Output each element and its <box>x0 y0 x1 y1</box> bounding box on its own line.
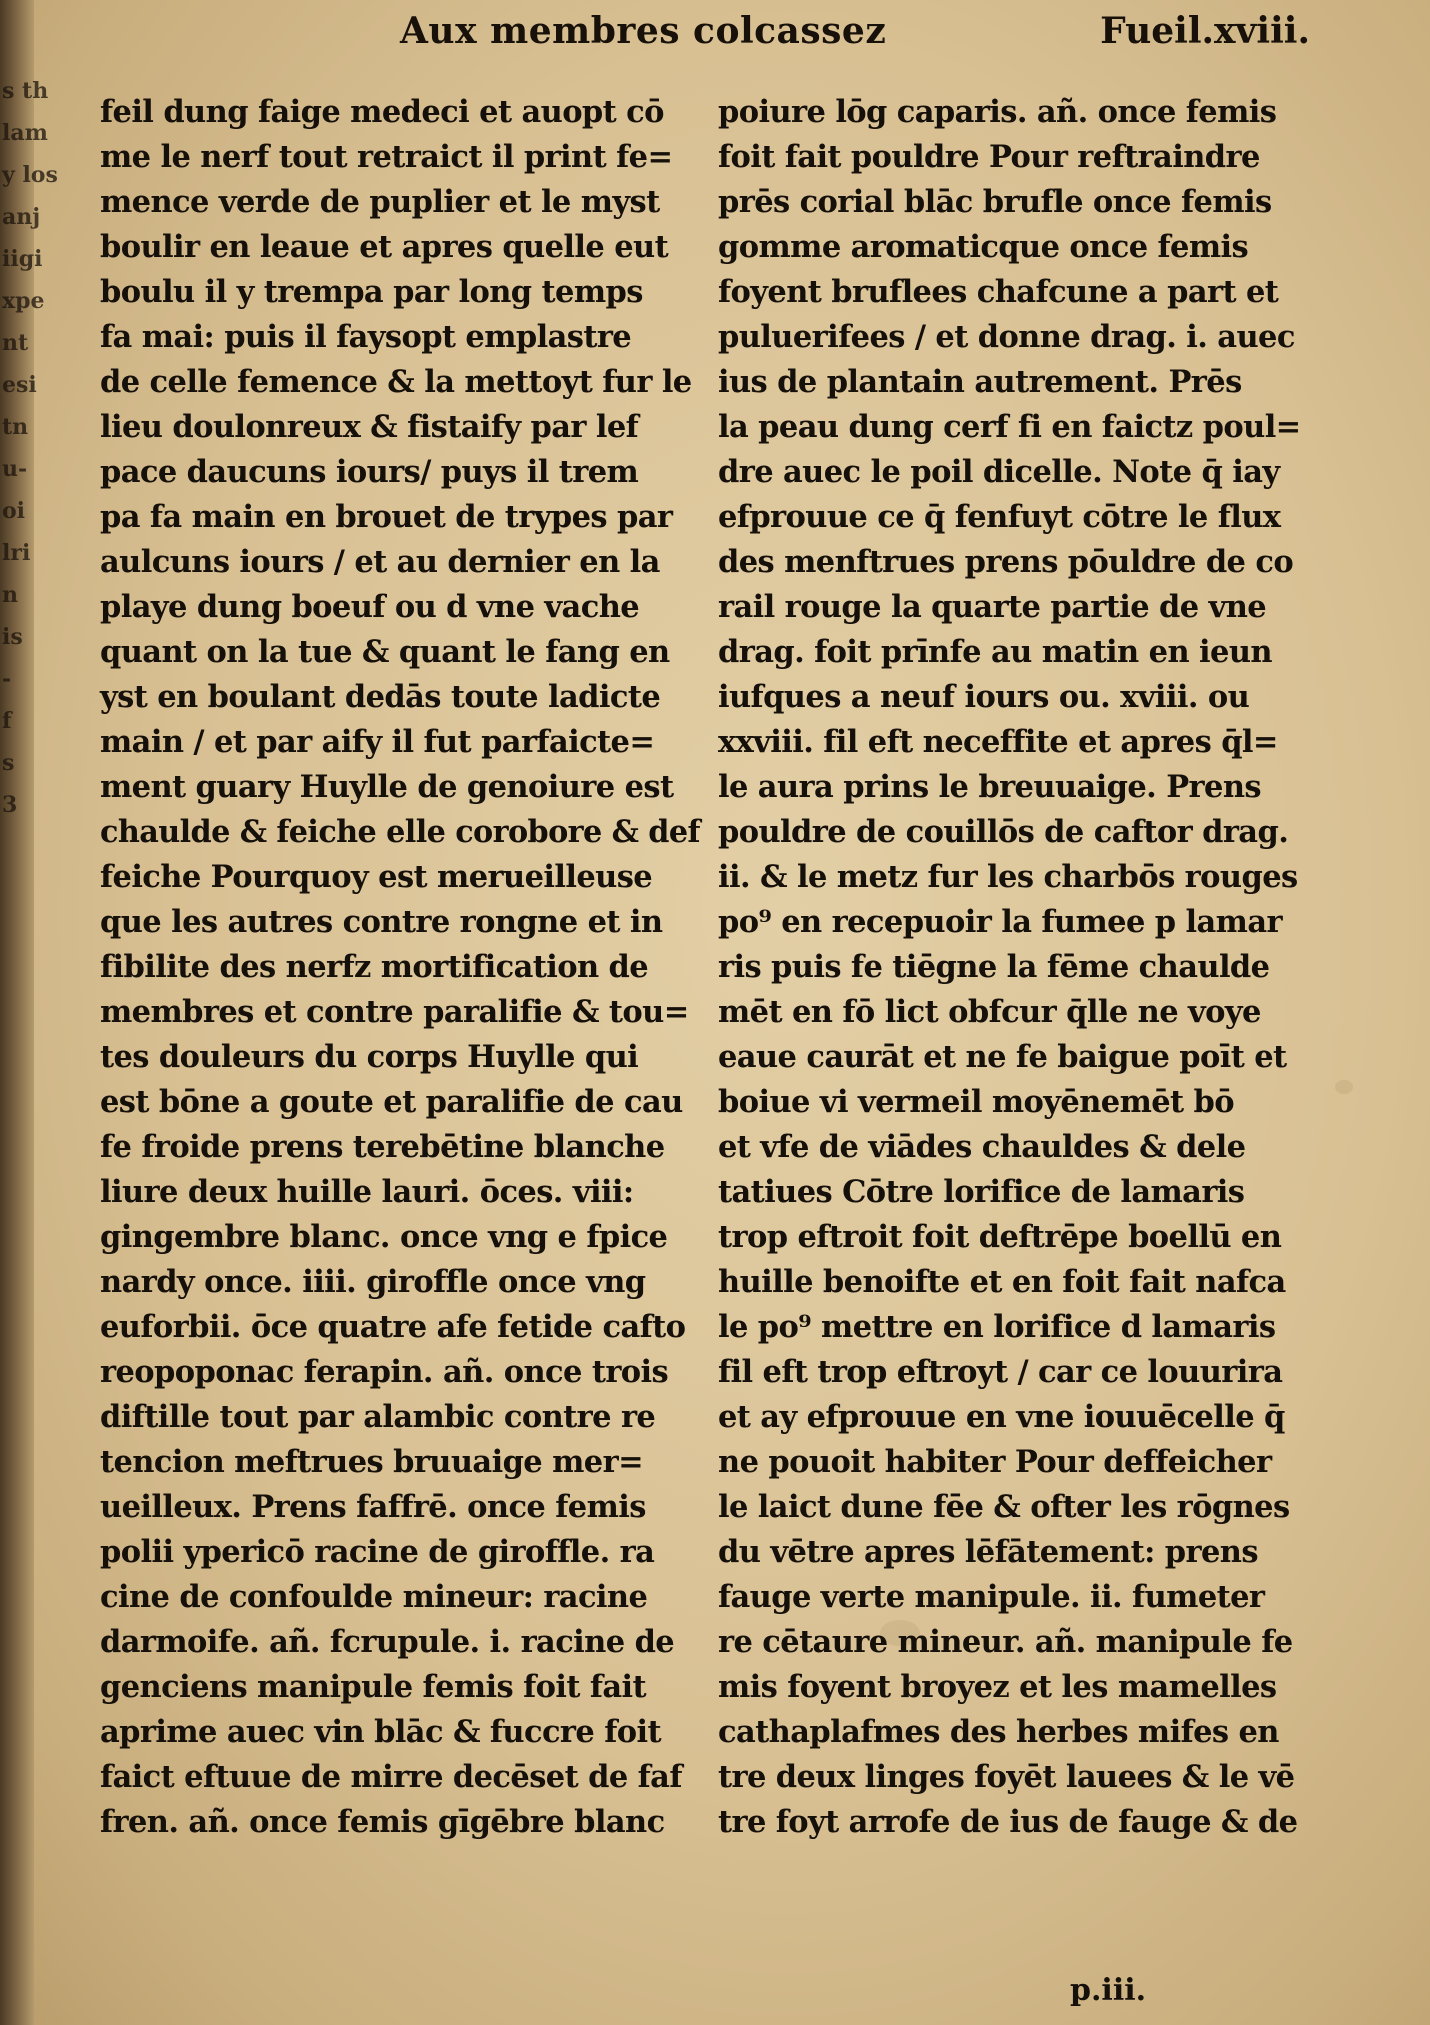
text-line: fa mai: puis il faysopt emplastre <box>100 319 632 355</box>
text-line: tatiues Cōtre lorifice de lamaris <box>718 1174 1245 1210</box>
gutter-fragment: f <box>2 708 12 734</box>
text-line: tre deux linges foyēt lauees & le vē <box>718 1759 1295 1795</box>
text-line: reopoponac ferapin. añ. once trois <box>100 1354 669 1390</box>
text-line: efprouue ce q̄ fenfuyt cōtre le flux <box>718 499 1281 535</box>
text-line: feiche Pourquoy est merueilleuse <box>100 859 653 895</box>
gutter-fragment: n <box>2 582 18 608</box>
text-line: cine de confoulde mineur: racine <box>100 1579 648 1615</box>
text-line: re cētaure mineur. añ. manipule fe <box>718 1624 1293 1660</box>
text-line: fe froide prens terebētine blanche <box>100 1129 665 1165</box>
text-line: des menftrues prens pōuldre de co <box>718 544 1294 580</box>
text-line: darmoife. añ. fcrupule. i. racine de <box>100 1624 675 1660</box>
text-line: cathaplafmes des herbes mifes en <box>718 1714 1279 1750</box>
running-title: Aux membres colcassez <box>400 10 887 52</box>
text-line: et ay efprouue en vne iouuēcelle q̄ <box>718 1399 1285 1435</box>
text-line: mēt en fō lict obfcur q̄lle ne voye <box>718 994 1261 1030</box>
text-line: huille benoifte et en foit fait nafca <box>718 1264 1286 1300</box>
folio-number: Fueil.xviii. <box>1100 10 1310 52</box>
text-line: foit fait pouldre Pour reftraindre <box>718 139 1260 175</box>
text-line: iufques a neuf iours ou. xviii. ou <box>718 679 1250 715</box>
text-line: feil dung faige medeci et auopt cō <box>100 94 664 130</box>
signature-mark: p.iii. <box>1070 1973 1147 2008</box>
left-text-column <box>100 90 700 1845</box>
text-line: est bōne a goute et paralifie de cau <box>100 1084 683 1120</box>
page-header <box>100 10 1310 70</box>
text-line: fil eft trop eftroyt / car ce louurira <box>718 1354 1283 1390</box>
text-line: prēs corial blāc brufle once femis <box>718 184 1272 220</box>
gutter-fragment: - <box>2 666 12 692</box>
text-line: liure deux huille lauri. ōces. viii: <box>100 1174 634 1210</box>
text-line: aprime auec vin blāc & fuccre foit <box>100 1714 661 1750</box>
text-line: xxviii. fil eft neceffite et apres q̄l= <box>718 724 1278 760</box>
text-line: quant on la tue & quant le fang en <box>100 634 670 670</box>
text-line: boulu il y trempa par long temps <box>100 274 643 310</box>
text-line: que les autres contre rongne et in <box>100 904 663 940</box>
text-line: tencion meftrues bruuaige mer= <box>100 1444 644 1480</box>
text-line: poiure lōg caparis. añ. once femis <box>718 94 1277 130</box>
gutter-fragment: anj <box>2 204 41 230</box>
text-line: pouldre de couillōs de caftor drag. <box>718 814 1289 850</box>
text-line: drag. foit prīnfe au matin en ieun <box>718 634 1272 670</box>
gutter-fragment: 3 <box>2 792 18 818</box>
gutter-fragment: lam <box>2 120 48 146</box>
text-line: boulir en leaue et apres quelle eut <box>100 229 669 265</box>
text-line: le laict dune fēe & ofter les rōgnes <box>718 1489 1290 1525</box>
book-gutter <box>0 0 58 2025</box>
text-line: playe dung boeuf ou d vne vache <box>100 589 640 625</box>
text-line: le aura prins le breuuaige. Prens <box>718 769 1261 805</box>
text-line: gingembre blanc. once vng e fpice <box>100 1219 668 1255</box>
gutter-fragment: xpe <box>2 288 45 314</box>
text-line: mence verde de puplier et le myst <box>100 184 660 220</box>
text-line: main / et par aify il fut parfaicte= <box>100 724 655 760</box>
text-line: polii ypericō racine de giroffle. ra <box>100 1534 655 1570</box>
gutter-fragment: tn <box>2 414 29 440</box>
text-line: ne pouoit habiter Pour deffeicher <box>718 1444 1272 1480</box>
gutter-fragment: lri <box>2 540 31 566</box>
text-line: pace daucuns iours/ puys il trem <box>100 454 639 490</box>
text-line: trop eftroit foit deftrēpe boellū en <box>718 1219 1282 1255</box>
text-line: tes douleurs du corps Huylle qui <box>100 1039 639 1075</box>
text-line: pa fa main en brouet de trypes par <box>100 499 673 535</box>
text-line: nardy once. iiii. giroffle once vng <box>100 1264 646 1300</box>
text-line: membres et contre paralifie & tou= <box>100 994 689 1030</box>
text-line: diftille tout par alambic contre re <box>100 1399 656 1435</box>
gutter-fragment: s <box>2 750 15 776</box>
text-line: de celle femence & la mettoyt fur le <box>100 364 692 400</box>
text-line: du vētre apres lēfātement: prens <box>718 1534 1258 1570</box>
text-line: boiue vi vermeil moyēnemēt bō <box>718 1084 1235 1120</box>
gutter-fragment: iigi <box>2 246 43 272</box>
text-line: puluerifees / et donne drag. i. auec <box>718 319 1295 355</box>
text-line: dre auec le poil dicelle. Note q̄ iay <box>718 454 1280 490</box>
text-line: chaulde & feiche elle corobore & def <box>100 814 700 850</box>
text-line: ment guary Huylle de genoiure est <box>100 769 674 805</box>
text-line: fibilite des nerfz mortification de <box>100 949 649 985</box>
text-line: gomme aromaticque once femis <box>718 229 1249 265</box>
text-line: me le nerf tout retraict il print fe= <box>100 139 673 175</box>
text-line: le po⁹ mettre en lorifice d lamaris <box>718 1309 1276 1345</box>
text-line: rail rouge la quarte partie de vne <box>718 589 1267 625</box>
text-line: ius de plantain autrement. Prēs <box>718 364 1242 400</box>
text-line: foyent bruflees chafcune a part et <box>718 274 1279 310</box>
text-line: ris puis fe tiēgne la fēme chaulde <box>718 949 1270 985</box>
text-line: aulcuns iours / et au dernier en la <box>100 544 660 580</box>
text-line: yst en boulant dedās toute ladicte <box>100 679 661 715</box>
facing-page-text <box>2 70 58 826</box>
text-line: faict eftuue de mirre decēset de faf <box>100 1759 682 1795</box>
gutter-fragment: nt <box>2 330 29 356</box>
text-line: mis foyent broyez et les mamelles <box>718 1669 1277 1705</box>
gutter-fragment: y los <box>2 162 58 188</box>
text-line: la peau dung cerf fi en faictz poul= <box>718 409 1301 445</box>
text-line: ii. & le metz fur les charbōs rouges <box>718 859 1298 895</box>
text-line: et vfe de viādes chauldes & dele <box>718 1129 1246 1165</box>
gutter-fragment: s th <box>2 78 49 104</box>
text-line: lieu doulonreux & fistaify par lef <box>100 409 639 445</box>
text-line: euforbii. ōce quatre afe fetide cafto <box>100 1309 686 1345</box>
gutter-fragment: u- <box>2 456 28 482</box>
paper-stain <box>1335 1080 1353 1094</box>
text-line: tre foyt arrofe de ius de fauge & de <box>718 1804 1298 1840</box>
text-line: eaue caurāt et ne fe baigue poīt et <box>718 1039 1287 1075</box>
text-line: ueilleux. Prens faffrē. once femis <box>100 1489 646 1525</box>
text-line: po⁹ en recepuoir la fumee p lamar <box>718 904 1282 940</box>
gutter-fragment: esi <box>2 372 37 398</box>
text-line: fauge verte manipule. ii. fumeter <box>718 1579 1265 1615</box>
text-line: fren. añ. once femis gīgēbre blanc <box>100 1804 665 1840</box>
right-text-column <box>718 90 1318 1845</box>
gutter-fragment: is <box>2 624 23 650</box>
gutter-fragment: oi <box>2 498 26 524</box>
text-line: genciens manipule femis foit fait <box>100 1669 647 1705</box>
